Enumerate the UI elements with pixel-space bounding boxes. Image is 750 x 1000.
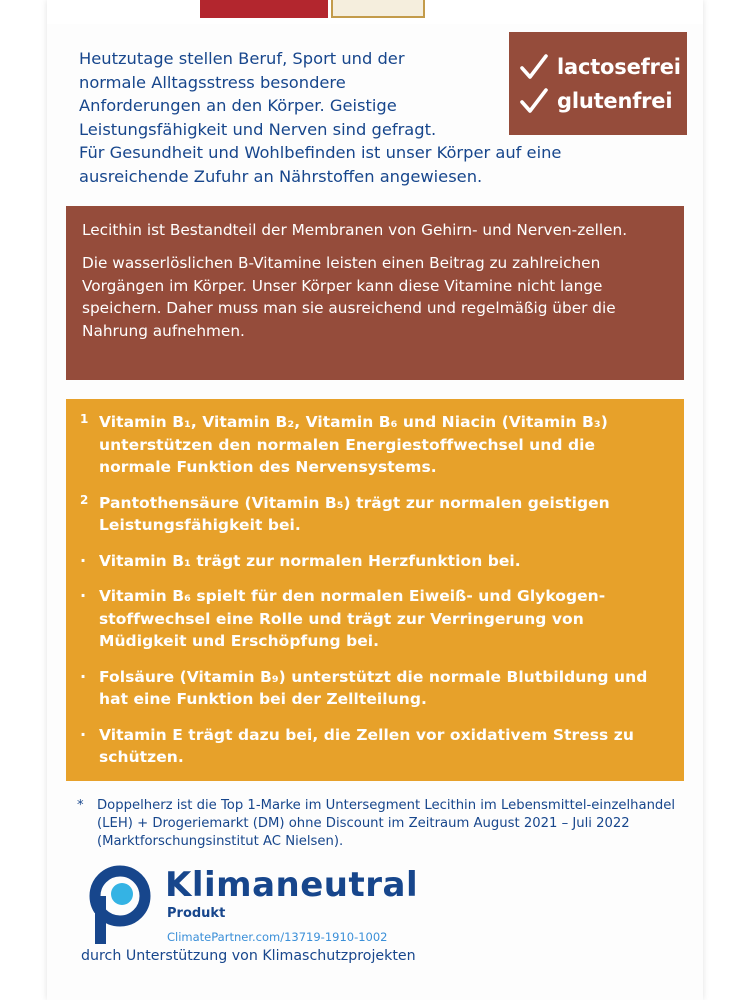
info-box-lecithin [66,206,684,380]
free-from-badge [509,32,687,135]
badge-label: glutenfrei [557,88,673,113]
claim-text: Vitamin E trägt dazu bei, die Zellen vor oxidativem Stress zu schützen. [99,725,634,766]
health-claims-box [66,399,684,781]
claim-text: Vitamin B₁, Vitamin B₂, Vitamin B₆ und Niacin (Vitamin B₃) unterstützen den normalen Energiestoffwechsel und die normale Funktion des Nervensystems. [99,413,608,476]
claim-bullet: · [80,550,87,570]
claim-text: Vitamin B₁ trägt zur normalen Herzfunktion bei. [99,551,521,570]
klimaneutral-title: Klimaneutral [165,865,419,905]
intro-line-5: Für Gesundheit und Wohlbefinden ist unser Körper auf eine [79,143,562,162]
claim-bullet: · [80,586,87,605]
claim-marker: 2 [80,492,89,507]
claim-text: Pantothensäure (Vitamin B₅) trägt zur normalen geistigen Leistungsfähigkeit bei. [99,493,610,534]
info-paragraph-1: Lecithin ist Bestandteil der Membranen von Gehirn- und Nerven-zellen. [82,221,628,239]
intro-text [79,47,562,186]
intro-line-6: ausreichende Zufuhr an Nährstoffen angewiesen. [79,166,483,186]
check-icon [519,53,549,81]
climatepartner-url[interactable]: ClimatePartner.com/13719-1910-1002 [167,930,388,944]
top-red-label [200,0,328,18]
claim-bullet: · [80,666,87,686]
claim-text: Vitamin B₆ spielt für den normalen Eiweiß- und Glykogen-stoffwechsel eine Rolle und trägt zur Verringerung von Müdigkeit und Erschöpfung bei. [99,587,606,650]
claim-text: Folsäure (Vitamin B₉) unterstützt die normale Blutbildung und hat eine Funktion bei der Zellteilung. [99,667,648,708]
claim-item [80,724,670,769]
check-icon [519,87,549,115]
intro-full-lines [79,141,679,188]
intro-line-4: Leistungsfähigkeit und Nerven sind gefragt. [79,119,437,139]
intro-line-1: Heutzutage stellen Beruf, Sport und der [79,49,405,68]
package-back-panel [47,0,703,1000]
footnote-star: * [77,798,84,813]
claim-item [80,585,670,653]
package-top-strip [47,0,703,24]
intro-line-3: Anforderungen an den Körper. Geistige [79,96,397,115]
badge-glutenfrei [519,87,687,115]
top-gold-label [331,0,425,18]
footnote [77,797,677,852]
footnote-text: Doppelherz ist die Top 1-Marke im Untersegment Lecithin im Lebensmittel-einzelhandel (LEH) + Drogeriemarkt (DM) ohne Discount im Zeitraum August 2021 – Juli 2022 (Marktforschungsinstitut AC Nielsen). [97,798,676,850]
klimaneutral-subtitle: Produkt [167,906,226,921]
info-paragraph-2: Die wasserlöslichen B-Vitamine leisten einen Beitrag zu zahlreichen Vorgängen im Körper. Unser Körper kann diese Vitamine nicht lange speichern. Daher muss man sie ausreichend und regelmäßig über die Nahrung aufnehmen. [82,253,616,341]
claim-bullet: · [80,724,87,744]
badge-lactosefrei [519,53,687,81]
claim-item [80,492,670,537]
claim-marker: 1 [80,412,89,426]
climatepartner-logo-icon [87,863,157,949]
claim-item [80,550,670,573]
claim-item [80,666,670,711]
intro-line-2: normale Alltagsstress besondere [79,72,346,92]
claim-item [80,411,670,479]
badge-label: lactosefrei [557,54,681,79]
klimaneutral-support-text: durch Unterstützung von Klimaschutzprojekten [81,948,416,964]
